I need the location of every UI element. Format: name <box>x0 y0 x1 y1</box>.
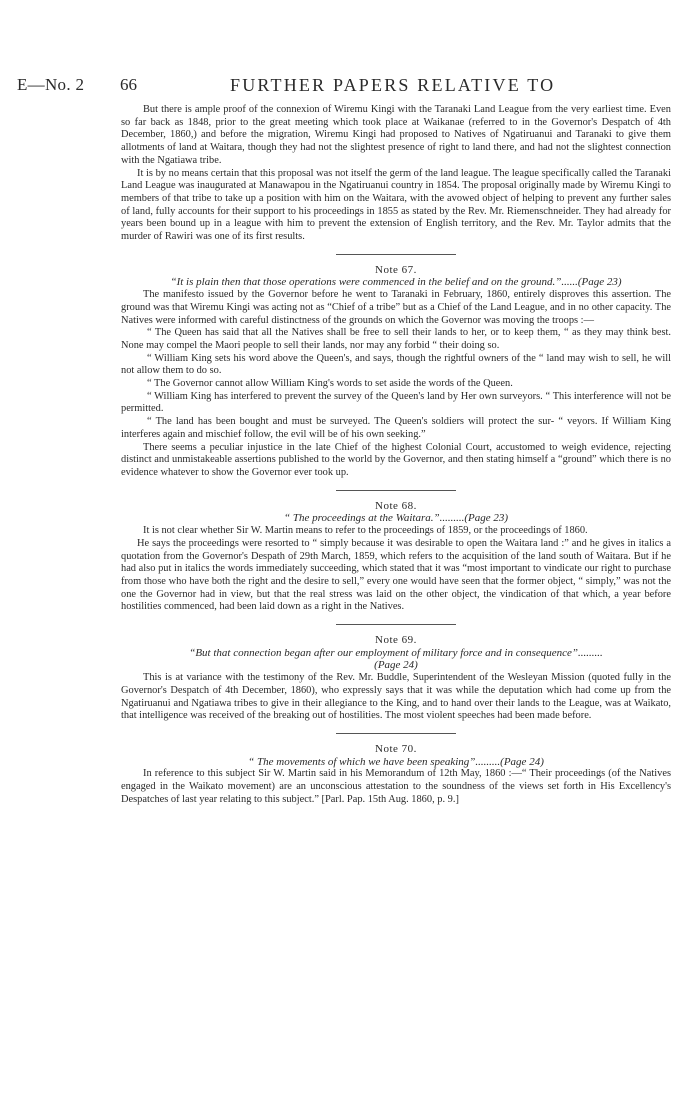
note-67-proclamation-5: “ The land has been bought and must be surveyed. The Queen's soldiers will protect the sur- “ veyors. If William King interferes again and mischief follow, the evil will be of his own seeking.” <box>121 416 671 440</box>
page-number: 66 <box>120 75 137 94</box>
note-67-proclamation-4: “ William King has interfered to prevent the survey of the Queen's land by Her own surveyors. “ This interference will not be permitted. <box>121 390 671 415</box>
note-67-title: Note 67. <box>375 263 417 276</box>
section-divider <box>336 733 456 734</box>
note-69-quote-line-2: (Page 24) <box>374 659 418 672</box>
page-body <box>121 104 671 806</box>
note-69-paragraph-1: This is at variance with the testimony of the Rev. Mr. Buddle, Superintendent of the Wesleyan Mission (quoted fully in the Governor's Despatch of 4th December, 1860), who expressly says that it was while the deputation which had come up from the Ngatiruanui and Ngatiawa tribes to give in their allegiance to the King, and to hand over their lands to the League, was at Waikato, that intelligence was received of the breaking out of hostilities. The most violent speeches had been made before. <box>121 672 671 722</box>
note-70-paragraph-1: In reference to this subject Sir W. Martin said in his Memorandum of 12th May, 1860 :—“ Their proceedings (of the Natives engaged in the Waikato movement) are an unconscious attestation to the soundness of the views set forth in His Excellency's Despatches of last year relating to this subject.” [Parl. Pap. 15th Aug. 1860, p. 9.] <box>121 768 671 805</box>
note-68-quote: “ The proceedings at the Waitara.”.........(Page 23) <box>283 512 509 525</box>
note-68-paragraph-1: It is not clear whether Sir W. Martin means to refer to the proceedings of 1859, or the proceedings of 1860. <box>143 525 588 537</box>
note-67-quote: “It is plain then that those operations were commenced in the belief and on the ground.”......(Page 23) <box>170 276 622 289</box>
note-69-title: Note 69. <box>375 634 417 647</box>
note-68-title: Note 68. <box>375 499 417 512</box>
note-67-paragraph-1: The manifesto issued by the Governor before he went to Taranaki in February, 1860, entirely disproves this assertion. The ground was that Wiremu Kingi was acting not as “Chief of a tribe” but as a Chief of the Land League, and in no other capacity. The Natives were informed with careful distinctness of the grounds on which the Governor was moving the troops :— <box>121 289 671 326</box>
note-67-proclamation-1: “ The Queen has said that all the Natives shall be free to sell their lands to her, or to keep them, “ as they may think best. None may compel the Maori people to sell their lands, nor may any forbid “ their doing so. <box>121 327 671 351</box>
page-header <box>0 75 700 99</box>
note-67-proclamation-2: “ William King sets his word above the Queen's, and says, though the rightful owners of the “ land may wish to sell, he will not allow them to do so. <box>121 352 671 377</box>
section-divider <box>336 254 456 255</box>
intro-paragraph-2: It is by no means certain that this proposal was not itself the germ of the land league. The league specifically called the Taranaki Land League was inaugurated at Manawapou in the Ngatiruanui country in 1854. The proposal originally made by Wiremu Kingi to members of that tribe to take up a position with him on the Waitara, with the avowed object of helping to prevent any further sales of land, fully accounts for their support to his proceedings in 1855 as stated by the Rev. Mr. Riemenschneider. They had already for years been bound up in a league with him to prevent the extension of English territory, and the Rev. Mr. Taylor admits that the murder of Rawiri was one of its first results. <box>121 167 671 243</box>
note-67-proclamation-3: “ The Governor cannot allow William King's words to set aside the words of the Queen. <box>147 378 513 390</box>
note-70-title: Note 70. <box>375 742 417 755</box>
note-69-quote-line-1: “But that connection began after our employment of military force and in consequence”......... <box>189 646 603 659</box>
section-divider <box>336 624 456 625</box>
note-70-quote: “ The movements of which we have been speaking”.........(Page 24) <box>248 755 544 768</box>
document-code: E—No. 2 <box>17 75 85 94</box>
note-68-paragraph-2: He says the proceedings were resorted to “ simply because it was desirable to open the Waitara land :” and he gives in italics a quotation from the Governor's Despath of 29th March, 1859, which refers to the acquisition of the land south of Waitara. But if he had also put in italics the words immediately succeeding, which stated that it was “most important to vindicate our right to purchase from those who have both the right and the desire to sell,” every one would have seen that the former object, “ simply,” was not the one the Governor had in view, but that the real stress was laid on the other object, the vindication of that which, a year before hostilities commenced, had been laid down as a right in the Natives. <box>121 537 671 613</box>
section-divider <box>336 490 456 491</box>
note-67-paragraph-2: There seems a peculiar injustice in the late Chief of the highest Colonial Court, accustomed to weigh evidence, rejecting distinct and unmistakeable assertions published to the world by the Governor, and then stating himself a “ground” which there is no evidence whatever to show the Governor ever took up. <box>121 441 671 478</box>
intro-paragraph-1: But there is ample proof of the connexion of Wiremu Kingi with the Taranaki Land League from the very earliest time. Even so far back as 1848, prior to the great meeting which took place at Waikanae (referred to in the Governor's Despatch of 4th December, 1860,) and before the migration, Wiremu Kingi had proposed to Natives of Ngatiruanui and Taranaki to give them allotments of land at Waitara, though they had not the slightest presence of right to land there, and had not the slightest connection with the Ngatiawa tribe. <box>121 104 671 166</box>
running-title: FURTHER PAPERS RELATIVE TO <box>230 75 556 95</box>
